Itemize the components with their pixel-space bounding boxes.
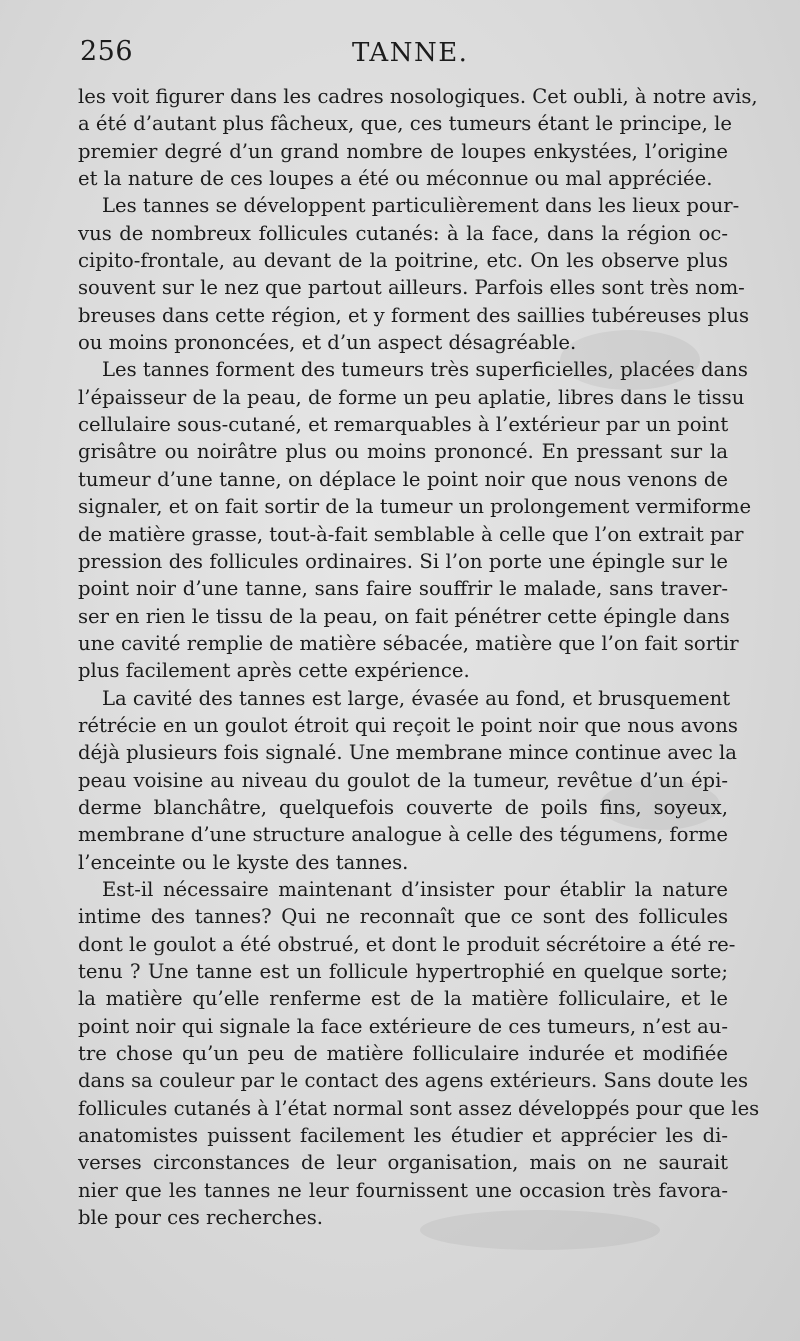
page-number: 256 [80,36,134,67]
text-line: cipito-frontale, au devant de la poitrine, etc. On les observe plus [78,249,728,273]
text-line: Les tannes forment des tumeurs très superficielles, placées dans [102,358,748,382]
text-line: et la nature de ces loupes a été ou méconnue ou mal appréciée. [78,167,713,191]
text-line: ser en rien le tissu de la peau, on fait pénétrer cette épingle dans [78,604,730,628]
text-line: point noir qui signale la face extérieure de ces tumeurs, n’est au- [78,1014,728,1038]
text-line: peau voisine au niveau du goulot de la tumeur, revêtue d’un épi- [78,768,728,792]
text-line: tumeur d’une tanne, on déplace le point noir que nous venons de [78,467,728,491]
text-line: ou moins prononcées, et d’un aspect désagréable. [78,331,577,355]
text-line: dont le goulot a été obstrué, et dont le produit sécrétoire a été re- [78,932,736,956]
text-line: tenu ? Une tanne est un follicule hypertrophié en quelque sorte; [78,960,728,983]
text-line: premier degré d’un grand nombre de loupes enkystées, l’origine [78,139,728,163]
text-line: pression des follicules ordinaires. Si l’on porte une épingle sur le [78,549,728,573]
text-line: de matière grasse, tout-à-fait semblable à celle que l’on extrait par [78,522,744,546]
text-line: vus de nombreux follicules cutanés: à la face, dans la région oc- [78,221,728,245]
text-line: signaler, et on fait sortir de la tumeur un prolongement vermiforme [78,495,752,519]
text-line: rétrécie en un goulot étroit qui reçoit le point noir que nous avons [78,713,738,737]
text-line: a été d’autant plus fâcheux, que, ces tumeurs étant le principe, le [78,112,732,136]
text-line: intime des tannes? Qui ne reconnaît que ce sont des follicules [78,905,728,929]
text-line: point noir d’une tanne, sans faire souffrir le malade, sans traver- [78,577,728,601]
text-line: Est-il nécessaire maintenant d’insister pour établir la nature [102,877,728,901]
text-line: verses circonstances de leur organisation, mais on ne saurait [78,1151,728,1175]
text-line: déjà plusieurs fois signalé. Une membrane mince continue avec la [78,741,737,765]
text-line: l’épaisseur de la peau, de forme un peu aplatie, libres dans le tissu [78,385,745,409]
text-line: une cavité remplie de matière sébacée, matière que l’on fait sortir [78,631,739,655]
text-line: grisâtre ou noirâtre plus ou moins prononcé. En pressant sur la [78,440,728,464]
running-title: TANNE. [352,38,469,68]
text-line: follicules cutanés à l’état normal sont assez développés pour que les [78,1096,760,1120]
text-line: plus facilement après cette expérience. [78,659,470,683]
text-line: l’enceinte ou le kyste des tannes. [78,850,409,874]
text-line: breuses dans cette région, et y forment des saillies tubéreuses plus [78,303,750,327]
text-line: tre chose qu’un peu de matière folliculaire indurée et modifiée [78,1042,728,1066]
text-line: La cavité des tannes est large, évasée au fond, et brusquement [102,686,731,710]
text-line: dans sa couleur par le contact des agens extérieurs. Sans doute les [78,1069,749,1093]
text-line: derme blanchâtre, quelquefois couverte de poils fins, soyeux, [78,795,728,819]
text-line: cellulaire sous-cutané, et remarquables à l’extérieur par un point [78,413,729,437]
text-line: membrane d’une structure analogue à celle des tégumens, forme [78,823,729,847]
text-line: ble pour ces recherches. [78,1206,324,1230]
text-line: anatomistes puissent facilement les étudier et apprécier les di- [78,1124,728,1148]
text-line: nier que les tannes ne leur fournissent une occasion très favora- [78,1178,728,1202]
text-line: souvent sur le nez que partout ailleurs. Parfois elles sont très nom- [78,276,745,300]
text-line: la matière qu’elle renferme est de la matière folliculaire, et le [78,987,728,1011]
text-line: les voit figurer dans les cadres nosologiques. Cet oubli, à notre avis, [78,85,758,108]
body-text [78,83,760,1231]
text-line: Les tannes se développent particulièrement dans les lieux pour- [102,194,740,218]
